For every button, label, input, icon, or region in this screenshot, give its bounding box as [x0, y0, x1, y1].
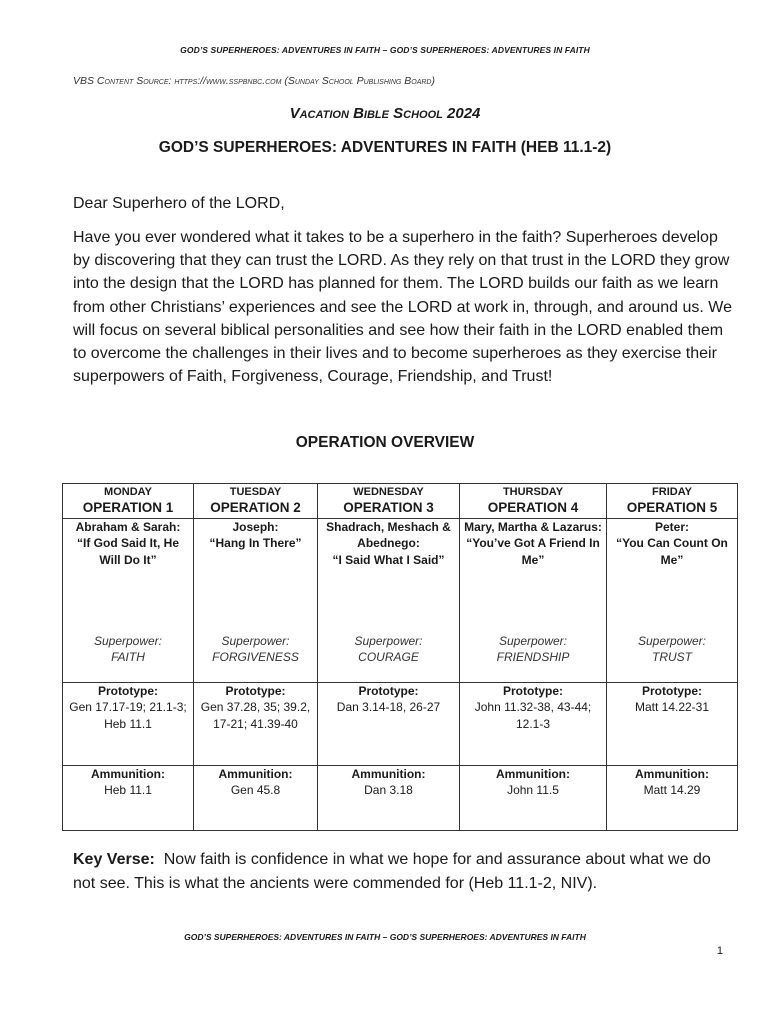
superpower-label: Superpower:: [221, 634, 290, 648]
ammunition-reference: Matt 14.29: [643, 783, 701, 798]
superpower-name: COURAGE: [358, 650, 419, 665]
day-label: MONDAY: [104, 486, 152, 498]
character-cell: [460, 519, 607, 683]
prototype-label: Prototype:: [642, 684, 702, 698]
superpower-label: Superpower:: [354, 634, 423, 648]
operation-overview-table: [62, 483, 738, 831]
running-header: GOD’S SUPERHEROES: ADVENTURES IN FAITH – GOD’S SUPERHEROES: ADVENTURES IN FAITH: [180, 45, 590, 55]
header-cell-monday: [63, 484, 194, 519]
header-cell-tuesday: [194, 484, 318, 519]
header-cell-wednesday: [318, 484, 460, 519]
operation-label: OPERATION 1: [82, 500, 174, 515]
prototype-label: Prototype:: [225, 684, 286, 698]
superpower-name: TRUST: [652, 650, 692, 665]
ammunition-cell: [194, 766, 318, 831]
ammunition-row: [63, 766, 738, 831]
day-label: FRIDAY: [652, 486, 692, 498]
header-cell-thursday: [460, 484, 607, 519]
prototype-cell: [607, 683, 738, 766]
overview-heading: OPERATION OVERVIEW: [295, 434, 475, 451]
character-quote: “You’ve Got A Friend In Me”: [466, 536, 600, 567]
theme-title: GOD’S SUPERHEROES: ADVENTURES IN FAITH (HEB 11.1-2): [158, 139, 612, 156]
ammunition-cell: [318, 766, 460, 831]
ammunition-label: Ammunition:: [91, 767, 165, 781]
ammunition-label: Ammunition:: [496, 767, 570, 781]
operation-label: OPERATION 5: [626, 500, 718, 515]
operation-label: OPERATION 3: [343, 500, 434, 515]
superpower-label: Superpower:: [93, 634, 163, 648]
prototype-label: Prototype:: [503, 684, 563, 698]
character-quote: “If God Said It, He Will Do It”: [76, 536, 179, 567]
prototype-cell: [460, 683, 607, 766]
character-name: Shadrach, Meshach & Abednego:: [326, 520, 451, 551]
prototype-row: [63, 683, 738, 766]
vbs-title: Vacation Bible School 2024: [289, 105, 481, 122]
table-header-row: [63, 484, 738, 519]
character-name: Mary, Martha & Lazarus:: [464, 520, 602, 534]
prototype-reference: Dan 3.14-18, 26-27: [336, 700, 441, 715]
character-quote: “Hang In There”: [209, 536, 302, 551]
operation-label: OPERATION 4: [487, 500, 579, 515]
day-label: THURSDAY: [502, 486, 564, 498]
day-label: TUESDAY: [229, 486, 282, 498]
ammunition-cell: [607, 766, 738, 831]
content-source-line: VBS Content Source: https://www.sspbnbc.com (Sunday School Publishing Board): [73, 75, 435, 87]
key-verse: [73, 848, 733, 895]
ammunition-label: Ammunition:: [351, 767, 426, 781]
character-cell: [194, 519, 318, 683]
superpower-name: FRIENDSHIP: [496, 650, 570, 665]
header-cell-friday: [607, 484, 738, 519]
running-footer: GOD’S SUPERHEROES: ADVENTURES IN FAITH – GOD’S SUPERHEROES: ADVENTURES IN FAITH: [184, 932, 586, 942]
ammunition-reference: Heb 11.1: [104, 783, 152, 798]
superpower-name: FORGIVENESS: [212, 650, 299, 665]
day-label: WEDNESDAY: [353, 486, 424, 498]
prototype-label: Prototype:: [98, 684, 158, 698]
ammunition-cell: [63, 766, 194, 831]
page-number: 1: [716, 945, 723, 957]
superpower-name: FAITH: [111, 650, 145, 665]
character-quote: “You Can Count On Me”: [616, 536, 728, 567]
character-name: Peter:: [654, 520, 689, 534]
ammunition-label: Ammunition:: [218, 767, 293, 781]
prototype-reference: John 11.32-38, 43-44; 12.1-3: [474, 700, 592, 731]
ammunition-reference: Gen 45.8: [230, 783, 281, 798]
prototype-cell: [63, 683, 194, 766]
ammunition-reference: Dan 3.18: [364, 783, 413, 798]
character-cell: [607, 519, 738, 683]
character-name: Abraham & Sarah:: [75, 520, 181, 534]
prototype-cell: [318, 683, 460, 766]
character-cell: [318, 519, 460, 683]
salutation: Dear Superhero of the LORD,: [73, 195, 285, 212]
ammunition-reference: John 11.5: [507, 783, 559, 798]
operation-label: OPERATION 2: [210, 500, 301, 515]
superpower-label: Superpower:: [498, 634, 568, 648]
character-name: Joseph:: [232, 520, 279, 534]
prototype-cell: [194, 683, 318, 766]
character-cell: [63, 519, 194, 683]
prototype-reference: Gen 17.17-19; 21.1-3; Heb 11.1: [69, 700, 187, 731]
prototype-reference: Matt 14.22-31: [634, 700, 710, 715]
key-verse-label: Key Verse:: [73, 851, 155, 868]
character-quote: “I Said What I Said”: [332, 552, 445, 567]
prototype-reference: Gen 37.28, 35; 39.2, 17-21; 41.39-40: [200, 700, 311, 731]
prototype-label: Prototype:: [358, 684, 419, 698]
key-verse-text: Now faith is confidence in what we hope for and assurance about what we do not see. This is what the ancients were commended for (Heb 11.1-2, NIV).: [73, 851, 711, 892]
intro-paragraph: Have you ever wondered what it takes to be a superhero in the faith? Superheroes develop by discovering that they can trust the LORD. As they rely on that trust in the LORD they grow into the design that the LORD has planned for them. The LORD builds our faith as we learn from other Christians’ experiences and see the LORD at work in, through, and around us. We will focus on several biblical personalities and see how their faith in the LORD enabled them to overcome the challenges in their lives and to become superheroes as they exercise their superpowers of Faith, Forgiveness, Courage, Friendship, and Trust!: [73, 229, 733, 386]
character-row: [63, 519, 738, 683]
ammunition-cell: [460, 766, 607, 831]
ammunition-label: Ammunition:: [635, 767, 709, 781]
superpower-label: Superpower:: [637, 634, 707, 648]
